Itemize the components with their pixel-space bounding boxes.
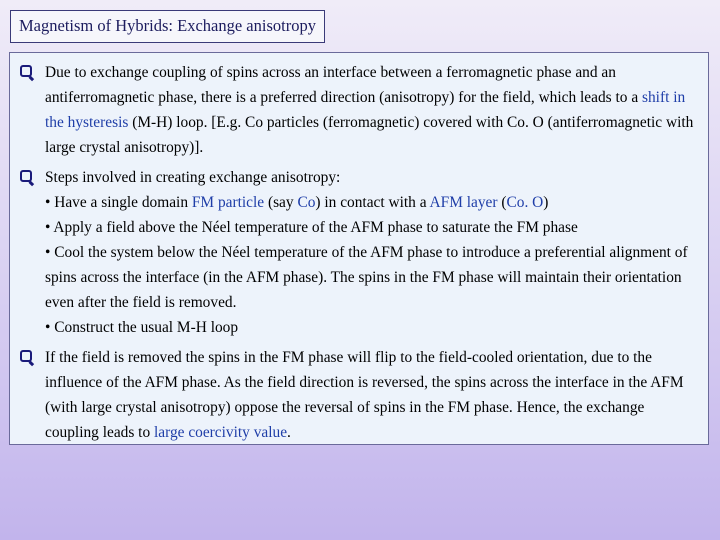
bullet-3-text-b: . (287, 424, 291, 441)
bullet-1-highlight: shift in the hysteresis (45, 89, 686, 131)
bullet-field-removal (20, 345, 698, 445)
step-2: • Apply a field above the Néel temperature of the AFM phase to saturate the FM phase (45, 219, 578, 236)
step-1-text-a: • Have a single domain (45, 194, 192, 211)
steps-intro: Steps involved in creating exchange anisotropy: (45, 169, 341, 186)
square-bullet-icon (20, 65, 32, 77)
step-1-text-b: (say (264, 194, 298, 211)
step-4: • Construct the usual M-H loop (45, 319, 239, 336)
slide-title-text: Magnetism of Hybrids: Exchange anisotropy (19, 16, 316, 35)
content-panel (9, 52, 709, 445)
step-1 (45, 190, 698, 215)
step-1-coo: Co. O (506, 194, 544, 211)
bullet-3-text-a: If the field is removed the spins in the FM phase will flip to the field-cooled orientation, due to the influence of the AFM phase. As the field direction is reversed, the spins across the interface in the AFM (with large crystal anisotropy) oppose the reversal of spins in the FM phase. Hence, the exchange coupling leads to (45, 349, 684, 441)
step-1-text-d: ( (497, 194, 507, 211)
step-1-co: Co (297, 194, 316, 211)
bullet-1-text-a: Due to exchange coupling of spins across an interface between a ferromagnetic phase and an antiferromagnetic phase, there is a preferred direction (anisotropy) for the field, which leads to a (45, 64, 642, 106)
bullet-steps (20, 165, 698, 340)
slide-title (10, 10, 325, 43)
square-bullet-icon (20, 170, 32, 182)
bullet-3-highlight: large coercivity value (154, 424, 288, 441)
bullet-1-text-b: (M-H) loop. [E.g. Co particles (ferromagnetic) covered with Co. O (antiferromagnetic with large crystal anisotropy)]. (45, 114, 694, 156)
step-1-fm-particle: FM particle (191, 194, 265, 211)
square-bullet-icon (20, 350, 32, 362)
step-1-text-e: ) (543, 194, 549, 211)
bullet-exchange-coupling (20, 60, 698, 160)
step-3: • Cool the system below the Néel temperature of the AFM phase to introduce a preferential alignment of spins across the interface (in the AFM phase). The spins in the FM phase will maintain their orientation even after the field is removed. (45, 244, 688, 311)
step-1-text-c: ) in contact with a (315, 194, 430, 211)
step-1-afm-layer: AFM layer (429, 194, 498, 211)
